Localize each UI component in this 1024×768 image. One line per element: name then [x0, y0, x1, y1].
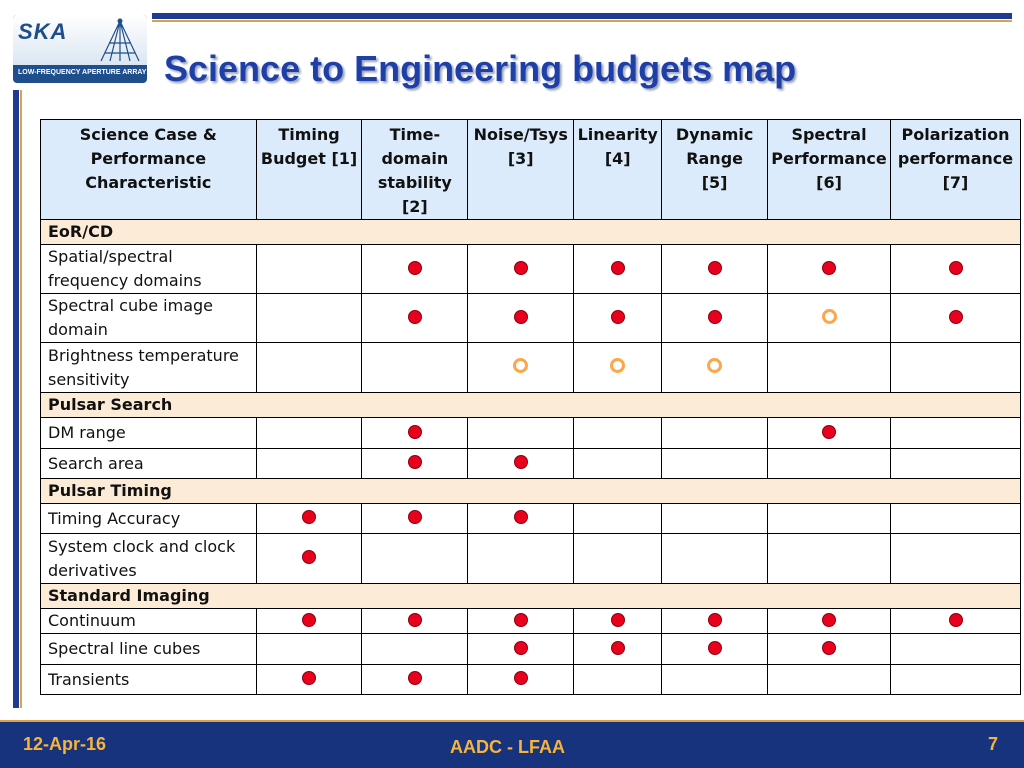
mark-cell — [768, 534, 891, 584]
row-label: Continuum — [41, 609, 257, 634]
left-rule-accent — [20, 90, 22, 708]
mark-cell — [256, 418, 362, 449]
mark-cell — [662, 504, 768, 534]
filled-dot-icon — [822, 425, 836, 439]
mark-cell — [768, 665, 891, 695]
header-rule — [152, 13, 1012, 19]
mark-cell — [362, 343, 468, 393]
row-label: Timing Accuracy — [41, 504, 257, 534]
filled-dot-icon — [408, 671, 422, 685]
column-header-line: Noise/Tsys — [473, 125, 568, 144]
filled-dot-icon — [514, 455, 528, 469]
mark-cell — [662, 294, 768, 343]
mark-cell — [574, 504, 662, 534]
column-header-line: [4] — [604, 149, 631, 168]
mark-cell — [468, 343, 574, 393]
section-row — [41, 584, 1021, 609]
filled-dot-icon — [708, 641, 722, 655]
mark-cell — [362, 634, 468, 665]
filled-dot-icon — [514, 641, 528, 655]
filled-dot-icon — [822, 261, 836, 275]
mark-cell — [468, 534, 574, 584]
ring-icon — [822, 309, 837, 324]
filled-dot-icon — [708, 613, 722, 627]
ska-logo — [13, 15, 147, 83]
mark-cell — [362, 418, 468, 449]
filled-dot-icon — [302, 510, 316, 524]
mark-cell — [362, 294, 468, 343]
filled-dot-icon — [708, 310, 722, 324]
mark-cell — [891, 245, 1021, 294]
mark-cell — [256, 449, 362, 479]
filled-dot-icon — [708, 261, 722, 275]
table-row — [41, 294, 1021, 343]
mark-cell — [768, 449, 891, 479]
column-header-line: Characteristic — [85, 173, 212, 192]
mark-cell — [256, 245, 362, 294]
mark-cell — [362, 245, 468, 294]
logo-wordmark: SKA — [18, 19, 68, 44]
footer-date: 12-Apr-16 — [23, 734, 107, 754]
mark-cell — [468, 245, 574, 294]
mark-cell — [768, 418, 891, 449]
mark-cell — [891, 665, 1021, 695]
column-header — [662, 120, 768, 220]
row-label: Spectral line cubes — [41, 634, 257, 665]
column-header — [891, 120, 1021, 220]
filled-dot-icon — [611, 261, 625, 275]
filled-dot-icon — [514, 510, 528, 524]
mark-cell — [468, 665, 574, 695]
mark-cell — [362, 504, 468, 534]
ring-icon — [707, 358, 722, 373]
mark-cell — [468, 609, 574, 634]
mark-cell — [662, 343, 768, 393]
row-label: Transients — [41, 665, 257, 695]
slide-title: Science to Engineering budgets map — [164, 48, 797, 89]
table-row — [41, 343, 1021, 393]
table-row — [41, 634, 1021, 665]
mark-cell — [662, 609, 768, 634]
section-row — [41, 393, 1021, 418]
mark-cell — [574, 449, 662, 479]
header-rule-accent — [152, 20, 1012, 22]
column-header-line: Science Case & — [79, 125, 217, 144]
mark-cell — [891, 504, 1021, 534]
column-header-line: Linearity — [577, 125, 658, 144]
row-label: Brightness temperature sensitivity — [41, 343, 257, 393]
mark-cell — [574, 534, 662, 584]
mark-cell — [768, 343, 891, 393]
mark-cell — [662, 449, 768, 479]
mark-cell — [662, 245, 768, 294]
mark-cell — [662, 418, 768, 449]
column-header-line: [2] — [401, 197, 428, 216]
column-header-line: Performance — [90, 149, 207, 168]
section-title: Pulsar Timing — [41, 479, 1021, 504]
section-title: EoR/CD — [41, 220, 1021, 245]
column-header-line: Timing — [278, 125, 340, 144]
section-row — [41, 479, 1021, 504]
filled-dot-icon — [302, 671, 316, 685]
filled-dot-icon — [302, 550, 316, 564]
filled-dot-icon — [514, 261, 528, 275]
mark-cell — [891, 343, 1021, 393]
mark-cell — [891, 534, 1021, 584]
mark-cell — [256, 534, 362, 584]
mark-cell — [891, 294, 1021, 343]
mark-cell — [468, 504, 574, 534]
mark-cell — [662, 534, 768, 584]
mark-cell — [574, 665, 662, 695]
filled-dot-icon — [408, 310, 422, 324]
row-label: DM range — [41, 418, 257, 449]
logo-subtitle: LOW-FREQUENCY APERTURE ARRAY — [18, 69, 147, 76]
column-header-line: Dynamic — [675, 125, 754, 144]
filled-dot-icon — [822, 613, 836, 627]
column-header — [362, 120, 468, 220]
mark-cell — [768, 609, 891, 634]
filled-dot-icon — [949, 310, 963, 324]
mark-cell — [891, 634, 1021, 665]
filled-dot-icon — [408, 261, 422, 275]
filled-dot-icon — [949, 613, 963, 627]
section-title: Standard Imaging — [41, 584, 1021, 609]
table-row — [41, 534, 1021, 584]
column-header-line: [7] — [942, 173, 969, 192]
column-header-line: domain — [381, 149, 449, 168]
mark-cell — [768, 294, 891, 343]
table-row — [41, 245, 1021, 294]
column-header — [41, 120, 257, 220]
filled-dot-icon — [822, 641, 836, 655]
column-header — [256, 120, 362, 220]
section-title: Pulsar Search — [41, 393, 1021, 418]
section-row — [41, 220, 1021, 245]
filled-dot-icon — [949, 261, 963, 275]
column-header-line: Time- — [389, 125, 441, 144]
column-header-line: Spectral — [791, 125, 867, 144]
mark-cell — [256, 294, 362, 343]
mark-cell — [362, 665, 468, 695]
mark-cell — [768, 634, 891, 665]
ring-icon — [513, 358, 528, 373]
mark-cell — [891, 449, 1021, 479]
mark-cell — [256, 665, 362, 695]
row-label: Spectral cube image domain — [41, 294, 257, 343]
mark-cell — [574, 609, 662, 634]
mark-cell — [768, 245, 891, 294]
filled-dot-icon — [514, 671, 528, 685]
column-header-line: Range — [686, 149, 743, 168]
column-header-line: Performance — [771, 149, 887, 168]
mark-cell — [256, 343, 362, 393]
column-header-line: performance — [897, 149, 1014, 168]
filled-dot-icon — [408, 425, 422, 439]
column-header — [768, 120, 891, 220]
table-row — [41, 665, 1021, 695]
mark-cell — [468, 418, 574, 449]
column-header-line: [3] — [507, 149, 534, 168]
filled-dot-icon — [514, 613, 528, 627]
filled-dot-icon — [408, 510, 422, 524]
footer-title: AADC - LFAA — [450, 737, 565, 757]
table-row — [41, 418, 1021, 449]
mark-cell — [468, 634, 574, 665]
column-header-line: stability — [377, 173, 452, 192]
mark-cell — [891, 418, 1021, 449]
mark-cell — [362, 609, 468, 634]
mark-cell — [256, 504, 362, 534]
filled-dot-icon — [302, 613, 316, 627]
filled-dot-icon — [611, 641, 625, 655]
filled-dot-icon — [611, 613, 625, 627]
mark-cell — [662, 665, 768, 695]
ring-icon — [610, 358, 625, 373]
row-label: System clock and clock derivatives — [41, 534, 257, 584]
mark-cell — [574, 418, 662, 449]
mark-cell — [468, 449, 574, 479]
column-header-line: [6] — [816, 173, 842, 192]
table-row — [41, 504, 1021, 534]
budgets-table — [40, 119, 1021, 695]
table-row — [41, 609, 1021, 634]
column-header-line: [5] — [701, 173, 728, 192]
mark-cell — [662, 634, 768, 665]
mark-cell — [574, 343, 662, 393]
mark-cell — [256, 634, 362, 665]
column-header-line: Budget [1] — [260, 149, 358, 168]
page-number: 7 — [988, 734, 999, 754]
mark-cell — [468, 294, 574, 343]
filled-dot-icon — [514, 310, 528, 324]
column-header — [468, 120, 574, 220]
table-header-row — [41, 120, 1021, 220]
mark-cell — [574, 294, 662, 343]
left-rule — [13, 90, 19, 708]
filled-dot-icon — [611, 310, 625, 324]
antenna-icon — [97, 17, 143, 65]
filled-dot-icon — [408, 613, 422, 627]
column-header-line: Polarization — [901, 125, 1010, 144]
mark-cell — [574, 245, 662, 294]
mark-cell — [768, 504, 891, 534]
mark-cell — [362, 449, 468, 479]
mark-cell — [362, 534, 468, 584]
column-header — [574, 120, 662, 220]
mark-cell — [891, 609, 1021, 634]
table-row — [41, 449, 1021, 479]
mark-cell — [574, 634, 662, 665]
row-label: Search area — [41, 449, 257, 479]
filled-dot-icon — [408, 455, 422, 469]
row-label: Spatial/spectral frequency domains — [41, 245, 257, 294]
mark-cell — [256, 609, 362, 634]
